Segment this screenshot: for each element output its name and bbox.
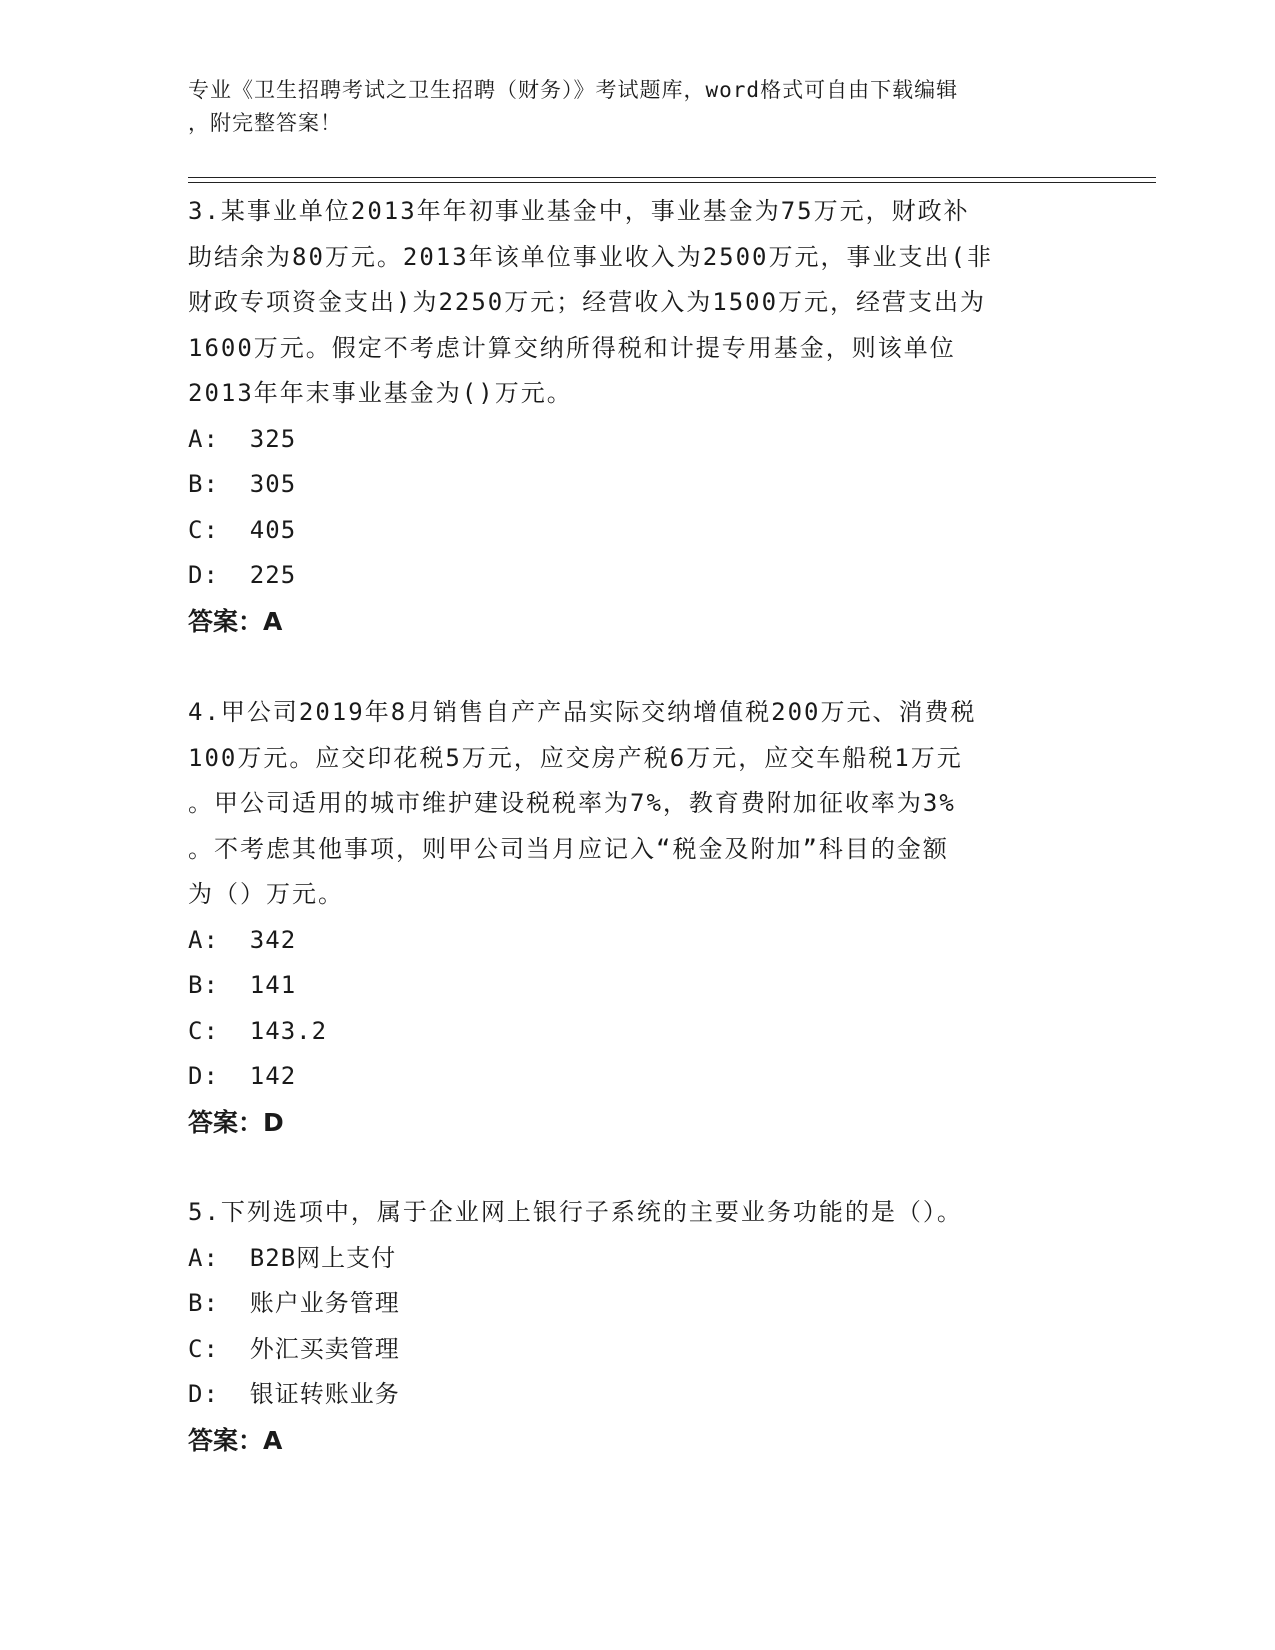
question-stem-line: 3.某事业单位2013年年初事业基金中，事业基金为75万元，财政补 [188,197,970,225]
option-d: D: 银证转账业务 [188,1380,400,1408]
document-header [188,74,1068,140]
option-d: D: 142 [188,1062,297,1090]
option-a: A: B2B网上支付 [188,1243,397,1272]
option-c: C: 143.2 [188,1016,328,1045]
header-line-1: 专业《卫生招聘考试之卫生招聘（财务）》考试题库，word格式可自由下载编辑 [188,78,959,102]
question-stem-line: 。甲公司适用的城市维护建设税税率为7%，教育费附加征收率为3% [188,789,956,817]
option-c: C: 405 [188,515,297,544]
header-line-2: ，附完整答案！ [188,111,342,135]
question-3 [188,189,1088,644]
question-4 [188,690,1088,1145]
answer-line: 答案：D [188,1107,284,1137]
header-divider-bottom [188,182,1156,183]
question-stem-line: 5.下列选项中，属于企业网上银行子系统的主要业务功能的是（）。 [188,1198,963,1226]
option-c: C: 外汇买卖管理 [188,1334,400,1363]
question-stem-line: 助结余为80万元。2013年该单位事业收入为2500万元，事业支出(非 [188,242,993,271]
question-stem-line: 财政专项资金支出)为2250万元；经营收入为1500万元，经营支出为 [188,288,987,316]
option-a: A: 325 [188,424,297,453]
option-b: B: 305 [188,470,297,498]
answer-line: 答案：A [188,1425,283,1455]
header-divider-top [188,177,1156,178]
option-a: A: 342 [188,925,297,954]
option-b: B: 141 [188,971,297,999]
option-d: D: 225 [188,561,297,589]
question-stem-line: 100万元。应交印花税5万元，应交房产税6万元，应交车船税1万元 [188,743,963,772]
question-stem-line: 为（）万元。 [188,880,344,908]
question-stem-line: 。不考虑其他事项，则甲公司当月应记入“税金及附加”科目的金额 [188,834,949,863]
question-stem-line: 2013年年末事业基金为()万元。 [188,379,573,407]
option-b: B: 账户业务管理 [188,1289,400,1317]
question-5 [188,1190,1088,1463]
question-stem-line: 4.甲公司2019年8月销售自产产品实际交纳增值税200万元、消费税 [188,698,977,726]
question-stem-line: 1600万元。假定不考虑计算交纳所得税和计提专用基金，则该单位 [188,333,956,362]
answer-line: 答案：A [188,606,283,636]
